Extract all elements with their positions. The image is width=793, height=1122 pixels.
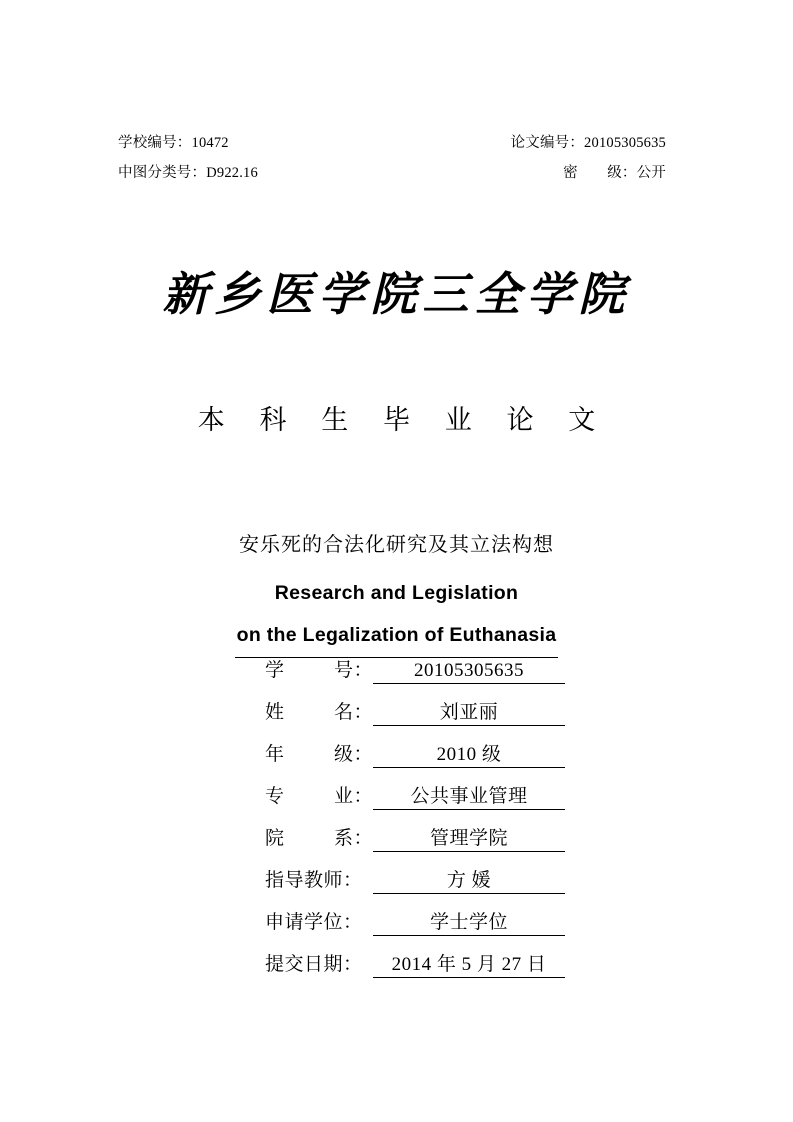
thesis-title-english bbox=[0, 572, 793, 658]
field-label-grade bbox=[265, 739, 373, 766]
thesis-number: 论文编号：20105305635 bbox=[510, 135, 666, 151]
field-label-major-colon: 业： bbox=[333, 786, 373, 807]
field-value-advisor: 方 媛 bbox=[373, 865, 565, 894]
field-label-student-id-text: 学 bbox=[265, 660, 285, 681]
field-value-department: 管理学院 bbox=[373, 823, 565, 852]
field-row-name bbox=[265, 697, 565, 739]
field-row-submit-date bbox=[265, 949, 565, 991]
field-row-student-id bbox=[265, 655, 565, 697]
field-row-advisor bbox=[265, 865, 565, 907]
school-name: 新乡医学院三全学院 bbox=[162, 267, 631, 321]
field-label-department bbox=[265, 823, 373, 850]
field-row-department bbox=[265, 823, 565, 865]
thesis-title-chinese: 安乐死的合法化研究及其立法构想 bbox=[239, 534, 554, 556]
field-label-advisor: 指导教师： bbox=[265, 870, 363, 891]
field-value-degree: 学士学位 bbox=[373, 907, 565, 936]
field-label-grade-text: 年 bbox=[265, 744, 285, 765]
field-row-degree bbox=[265, 907, 565, 949]
student-info-fields bbox=[265, 655, 565, 991]
document-meta-block bbox=[118, 128, 678, 188]
field-value-student-id: 20105305635 bbox=[373, 660, 565, 684]
field-label-submit-date: 提交日期： bbox=[265, 954, 363, 975]
school-code: 学校编号：10472 bbox=[118, 135, 229, 151]
field-value-grade: 2010 级 bbox=[373, 739, 565, 768]
field-label-grade-colon: 级： bbox=[333, 744, 373, 765]
field-value-major: 公共事业管理 bbox=[373, 781, 565, 810]
field-label-name-text: 姓 bbox=[265, 702, 285, 723]
meta-row bbox=[118, 158, 678, 188]
field-label-major-text: 专 bbox=[265, 786, 285, 807]
meta-row bbox=[118, 128, 678, 158]
thesis-title-english-line2 bbox=[0, 614, 793, 658]
field-label-name bbox=[265, 697, 373, 724]
document-type: 本 科 生 毕 业 论 文 bbox=[197, 405, 610, 435]
field-row-major bbox=[265, 781, 565, 823]
field-label-student-id bbox=[265, 655, 373, 682]
clc-number: 中图分类号：D922.16 bbox=[118, 165, 258, 181]
thesis-title-english-line1-text: Research and Legislation bbox=[274, 582, 519, 604]
field-label-department-text: 院 bbox=[265, 828, 285, 849]
security-level: 密 级：公开 bbox=[563, 165, 666, 181]
field-label-major bbox=[265, 781, 373, 808]
thesis-title-english-line2-text: on the Legalization of Euthanasia bbox=[235, 614, 559, 658]
field-label-degree: 申请学位： bbox=[265, 912, 363, 933]
field-row-grade bbox=[265, 739, 565, 781]
field-label-department-colon: 系： bbox=[333, 828, 373, 849]
field-label-name-colon: 名： bbox=[333, 702, 373, 723]
field-label-student-id-colon: 号： bbox=[333, 660, 373, 681]
field-value-name: 刘亚丽 bbox=[373, 697, 565, 726]
field-value-submit-date: 2014 年 5 月 27 日 bbox=[373, 949, 565, 978]
thesis-title-english-line1 bbox=[0, 572, 793, 614]
